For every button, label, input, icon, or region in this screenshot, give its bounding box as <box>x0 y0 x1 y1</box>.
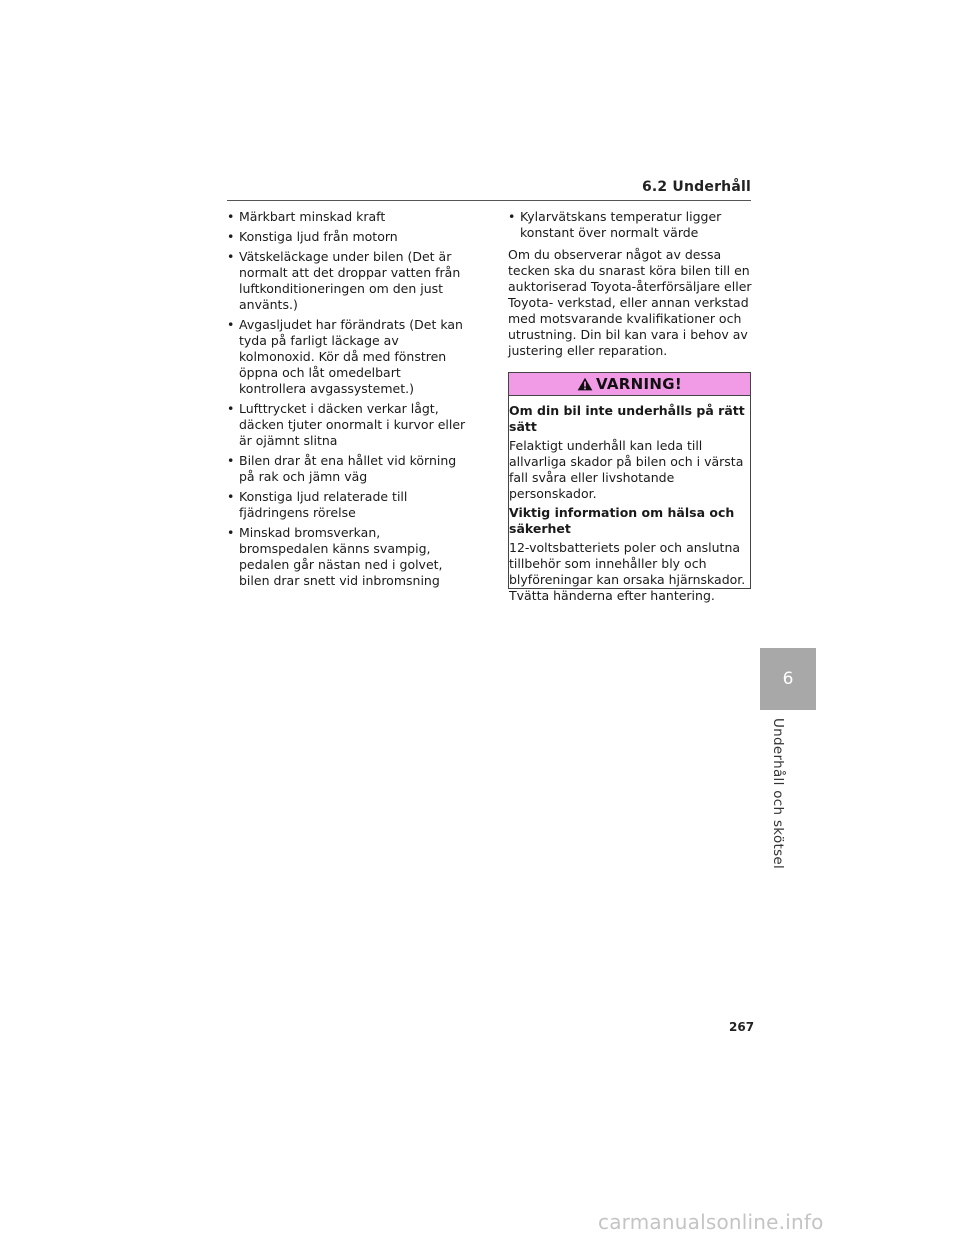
list-item: • Avgasljudet har förändrats (Det kan tyda på farligt läckage av kolmonoxid. Kör då med fönstren öppna och låt omedelbart kontrollera avgassystemet.) <box>227 317 463 396</box>
page-number: 267 <box>729 1020 755 1034</box>
advice-paragraph: Om du observerar något av dessa tecken ska du snarast köra bilen till en auktoriserad Toyota-återförsäljare eller Toyota- verkstad, eller annan verkstad med motsvarande kvalifikationer och utrustning. Din bil kan vara i behov av justering eller reparation. <box>508 247 752 358</box>
bullet-icon: • <box>227 401 235 416</box>
warning-text: Felaktigt underhåll kan leda till allvarliga skador på bilen och i värsta fall svåra eller livshotande personskador. <box>509 438 744 501</box>
section-header <box>227 176 751 201</box>
list-item: • Bilen drar åt ena hållet vid körning på rak och jämn väg <box>227 453 457 484</box>
bullet-icon: • <box>227 489 235 504</box>
watermark: carmanualsonline.info <box>598 1210 824 1234</box>
bullet-icon: • <box>227 229 235 244</box>
bullet-icon: • <box>227 249 235 264</box>
warning-label: VARNING! <box>596 375 682 393</box>
symptom-list-continued <box>508 209 752 241</box>
left-column <box>227 209 469 593</box>
bullet-icon: • <box>227 525 235 540</box>
list-item: • Lufttrycket i däcken verkar lågt, däcken tjuter onormalt i kurvor eller är ojämnt slitna <box>227 401 466 448</box>
list-item: • Minskad bromsverkan, bromspedalen känns svampig, pedalen går nästan ned i golvet, bilen drar snett vid inbromsning <box>227 525 443 588</box>
list-item: • Märkbart minskad kraft <box>227 209 386 224</box>
warning-heading: Om din bil inte underhålls på rätt sätt <box>509 403 745 434</box>
section-title: 6.2 Underhåll <box>641 179 751 195</box>
list-item: • Konstiga ljud relaterade till fjädringens rörelse <box>227 489 408 520</box>
list-item: • Vätskeläckage under bilen (Det är normalt att det droppar vatten från luftkonditioneringen om den just använts.) <box>227 249 461 312</box>
list-item: • Konstiga ljud från motorn <box>227 229 398 244</box>
bullet-icon: • <box>227 209 235 224</box>
warning-triangle-icon <box>577 377 593 391</box>
warning-box <box>508 372 751 603</box>
chapter-number: 6 <box>782 669 794 689</box>
bullet-icon: • <box>227 317 235 332</box>
chapter-tab <box>760 648 816 710</box>
warning-header <box>509 373 750 396</box>
bullet-icon: • <box>508 209 516 224</box>
list-item: • Kylarvätskans temperatur ligger konstant över normalt värde <box>508 209 722 240</box>
warning-content <box>509 396 750 604</box>
warning-text: 12-voltsbatteriets poler och anslutna tillbehör som innehåller bly och blyföreningar kan orsaka hjärnskador. Tvätta händerna efter hantering. <box>509 540 746 603</box>
right-column <box>508 209 752 359</box>
symptom-list <box>227 209 469 589</box>
bullet-icon: • <box>227 453 235 468</box>
warning-heading: Viktig information om hälsa och säkerhet <box>509 505 735 536</box>
chapter-label: Underhåll och skötsel <box>770 718 786 870</box>
